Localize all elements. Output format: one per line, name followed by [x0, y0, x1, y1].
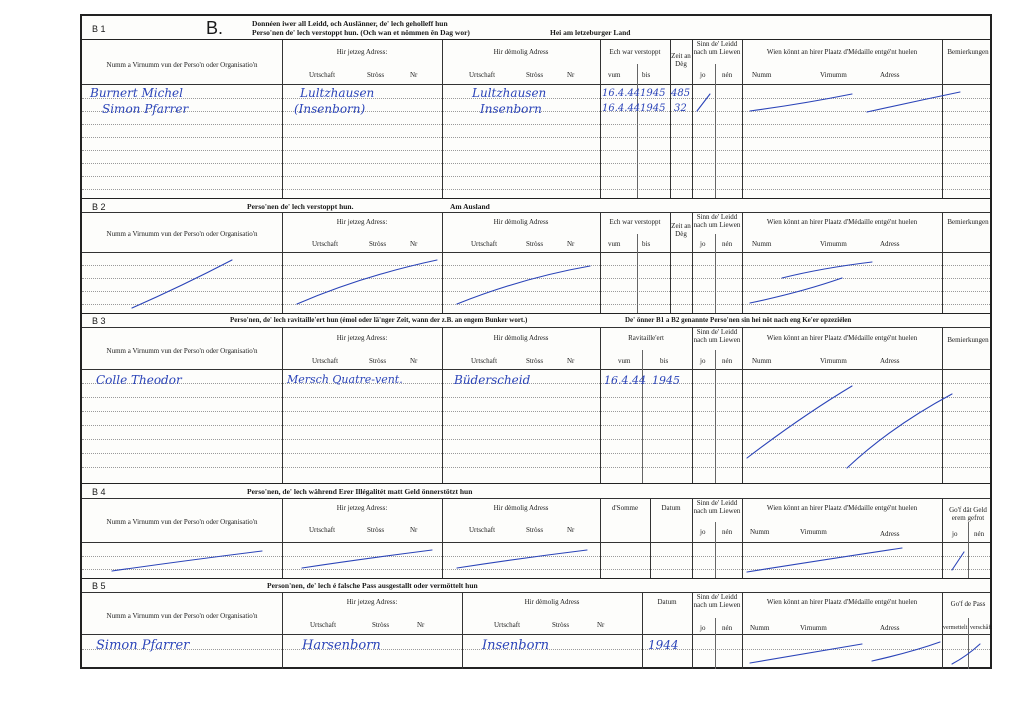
- header-stross: Stròss: [369, 240, 387, 248]
- header-stross: Stròss: [367, 526, 385, 534]
- strike-stroke: [952, 644, 980, 664]
- header-numm: Numm: [750, 528, 770, 536]
- header-adress: Adress: [880, 357, 900, 365]
- header-datum: Datum: [657, 598, 677, 606]
- section-title: Perso'nen, de' lech ravitaille'ert hun (émol oder lä'nger Zeit, wann der z.B. an engem Bunker wort.): [230, 316, 528, 324]
- header-virnumm: Virnumm: [800, 624, 827, 632]
- section-title-right: Hei am letzeburger Land: [550, 28, 631, 37]
- strike-stroke: [782, 262, 872, 278]
- header-stross: Stròss: [526, 240, 544, 248]
- entry-town-then: Lultzhausen: [472, 86, 547, 100]
- header-name: Numm a Virnumm vun der Perso'n oder Organisatio'n: [106, 347, 258, 355]
- entry-days: 32: [674, 103, 687, 114]
- header-stross: Stròss: [526, 71, 544, 79]
- header-nr: Nr: [410, 526, 418, 534]
- header-address-then: Hir dèmolig Adress: [493, 504, 549, 512]
- header-vermettelt: vermettelt: [943, 625, 968, 631]
- header-jo: jo: [700, 357, 706, 365]
- header-stross: Stròss: [367, 71, 385, 79]
- form-letter: B.: [206, 18, 224, 38]
- strike-stroke: [952, 552, 964, 570]
- resistance-form-sheet: [80, 14, 992, 669]
- header-address-now: Hir jetzeg Adress:: [336, 504, 388, 512]
- header-sinn: Sinn de' Leidd nach um Liewen: [693, 213, 741, 229]
- header-nen: nén: [722, 357, 733, 365]
- entry-days: 485: [671, 88, 691, 99]
- strike-stroke: [132, 260, 232, 308]
- strike-stroke: [112, 551, 262, 571]
- header-stross: Stròss: [372, 621, 390, 629]
- header-nr: Nr: [417, 621, 425, 629]
- strike-stroke: [867, 92, 960, 112]
- header-hidden: Ech war verstoppt: [609, 218, 661, 226]
- entry-from: 16.4.44: [604, 374, 646, 387]
- strike-stroke: [457, 266, 590, 304]
- header-geld-nen: nén: [974, 530, 985, 538]
- header-zeit: Zeit an Dèg: [671, 52, 691, 68]
- header-ortschaft: Urtschaft: [471, 357, 498, 365]
- header-jo: jo: [700, 240, 706, 248]
- header-medaille: Wien könnt an hirer Plaatz d'Médaille entgé'nt huelen: [766, 218, 918, 226]
- header-medaille: Wien könnt an hirer Plaatz d'Médaille entgé'nt huelen: [766, 598, 918, 606]
- header-virnumm: Virnumm: [820, 357, 847, 365]
- header-jo: jo: [700, 624, 706, 632]
- entry-town-then: Büderscheid: [454, 373, 531, 387]
- header-address-then: Hir dèmolig Adress: [493, 48, 549, 56]
- header-virnumm: Virnumm: [820, 71, 847, 79]
- header-name: Numm a Virnumm vun der Perso'n oder Organisatio'n: [106, 230, 258, 238]
- section-id: B 3: [92, 316, 106, 326]
- header-nr: Nr: [567, 240, 575, 248]
- section-title: Perso'nen de' lech verstoppt hun.: [247, 202, 354, 211]
- header-verschaft: verschâft: [970, 625, 992, 631]
- header-ortschaft: Urtschaft: [309, 526, 336, 534]
- header-medaille: Wien könnt an hirer Plaatz d'Médaille entgé'nt huelen: [766, 334, 918, 342]
- header-nr: Nr: [410, 357, 418, 365]
- entry-town-then: Insenborn: [482, 638, 549, 653]
- header-nr: Nr: [597, 621, 605, 629]
- entry-name: Simon Pfarrer: [96, 638, 190, 653]
- header-nr: Nr: [567, 526, 575, 534]
- header-nr: Nr: [410, 71, 418, 79]
- header-nr: Nr: [567, 71, 575, 79]
- header-name: Numm a Virnumm vun der Perso'n oder Organisatio'n: [106, 61, 258, 69]
- header-geld-jo: jo: [952, 530, 958, 538]
- header-zeit: Zeit an Dèg: [671, 222, 691, 238]
- header-stross: Stròss: [552, 621, 570, 629]
- header-nen: nén: [722, 624, 733, 632]
- section-id: B 5: [92, 581, 106, 591]
- section-title-right: De' önner B1 a B2 genannte Perso'nen sin hei nöt nach eng Ke'er opzeziélen: [625, 316, 852, 324]
- header-name: Numm a Virnumm vun der Perso'n oder Organisatio'n: [106, 518, 258, 526]
- header-bis: bis: [642, 71, 651, 79]
- header-adress: Adress: [880, 624, 900, 632]
- header-ortschaft: Urtschaft: [469, 71, 496, 79]
- header-vum: vum: [608, 240, 621, 248]
- strike-stroke: [297, 260, 437, 304]
- header-ortschaft: Urtschaft: [312, 357, 339, 365]
- header-medaille: Wien könnt an hirer Plaatz d'Médaille entgé'nt huelen: [766, 48, 918, 56]
- header-numm: Numm: [752, 240, 772, 248]
- header-address-now: Hir jetzeg Adress:: [336, 334, 388, 342]
- section-title-right: Am Ausland: [450, 202, 490, 211]
- entry-date: 1944: [648, 638, 679, 652]
- section-title: Perso'nen, de' lech während Erer Illégalitét matt Geld önnerstötzt hun: [247, 487, 473, 496]
- entry-town-now: Lultzhausen: [300, 86, 375, 100]
- header-numm: Numm: [750, 624, 770, 632]
- header-ravitaillert: Ravitaille'ert: [628, 334, 664, 342]
- header-nen: nén: [722, 240, 733, 248]
- strike-stroke: [750, 94, 852, 111]
- header-address-then: Hir dèmolig Adress: [524, 598, 580, 606]
- header-datum: Datum: [661, 504, 681, 512]
- header-adress: Adress: [880, 240, 900, 248]
- entry-town-now: Harsenborn: [302, 638, 381, 653]
- header-hidden: Ech war verstoppt: [609, 48, 661, 56]
- strike-stroke: [747, 548, 902, 572]
- header-stross: Stròss: [526, 357, 544, 365]
- header-bis: bis: [660, 357, 669, 365]
- header-geld-gefrot: Go'f dät Geld erem gefrot: [949, 506, 987, 522]
- header-address-now: Hir jetzeg Adress:: [346, 598, 398, 606]
- header-jo: jo: [700, 528, 706, 536]
- strike-stroke: [750, 278, 842, 303]
- header-address-then: Hir dèmolig Adress: [493, 218, 549, 226]
- header-nr: Nr: [410, 240, 418, 248]
- section-id: B 1: [92, 24, 106, 34]
- header-ortschaft: Urtschaft: [309, 71, 336, 79]
- entry-town-now: Mersch Quatre-vent.: [287, 373, 403, 386]
- header-vum: vum: [608, 71, 621, 79]
- header-vum: vum: [618, 357, 631, 365]
- entry-name: Simon Pfarrer: [102, 102, 189, 116]
- section-title: Person'nen, de' lech é falsche Pass ausgestallt oder vermöttelt hun: [267, 581, 478, 590]
- entry-name: Colle Theodor: [96, 373, 182, 387]
- header-bemierkungen: Bemierkungen: [947, 218, 989, 226]
- header-nen: nén: [722, 71, 733, 79]
- header-sinn: Sinn de' Leidd nach um Liewen: [693, 499, 741, 515]
- header-address-then: Hir dèmolig Adress: [493, 334, 549, 342]
- header-somme: d'Somme: [611, 504, 639, 512]
- entry-to: 1945: [652, 374, 680, 387]
- header-medaille: Wien könnt an hirer Plaatz d'Médaille entgé'nt huelen: [766, 504, 918, 512]
- header-numm: Numm: [752, 357, 772, 365]
- strike-stroke: [750, 644, 862, 663]
- entry-from: 16.4.44: [602, 103, 641, 114]
- header-sinn: Sinn de' Leidd nach um Liewen: [693, 593, 741, 609]
- strike-stroke: [697, 94, 710, 111]
- strike-stroke: [872, 642, 940, 661]
- strike-stroke: [457, 550, 587, 568]
- entry-town-now: (Insenborn): [294, 102, 366, 116]
- header-ortschaft: Urtschaft: [494, 621, 521, 629]
- header-nr: Nr: [567, 357, 575, 365]
- strike-stroke: [302, 550, 432, 568]
- header-bis: bis: [642, 240, 651, 248]
- header-address-now: Hir jetzeg Adress:: [336, 48, 388, 56]
- strike-out-strokes: [82, 16, 994, 671]
- header-stross: Stròss: [369, 357, 387, 365]
- entry-to: 1945: [640, 88, 666, 99]
- section-title: Donnéen iwer all Leidd, och Auslänner, de' lech geholleff hun: [252, 19, 448, 28]
- strike-stroke: [747, 386, 852, 458]
- entry-town-then: Insenborn: [480, 102, 542, 116]
- header-jo: jo: [700, 71, 706, 79]
- header-bemierkungen: Bemierkungen: [947, 336, 989, 344]
- header-bemierkungen: Bemierkungen: [947, 48, 989, 56]
- section-id: B 2: [92, 202, 106, 212]
- entry-to: 1945: [640, 103, 666, 114]
- header-address-now: Hir jetzeg Adress:: [336, 218, 388, 226]
- header-sinn: Sinn de' Leidd nach um Liewen: [693, 328, 741, 344]
- header-nen: nén: [722, 528, 733, 536]
- header-ortschaft: Urtschaft: [471, 240, 498, 248]
- entry-from: 16.4.44: [602, 88, 641, 99]
- entry-name: Burnert Michel: [90, 86, 183, 100]
- header-ortschaft: Urtschaft: [469, 526, 496, 534]
- header-stross: Stròss: [526, 526, 544, 534]
- section-subtitle: Perso'nen de' lech verstoppt hun. (Och wan et nömmen ên Dag wor): [252, 28, 470, 37]
- header-name: Numm a Virnumm vun der Perso'n oder Organisatio'n: [106, 612, 258, 620]
- header-adress: Adress: [880, 71, 900, 79]
- header-pass: Go'f de Pass: [950, 600, 986, 608]
- header-virnumm: Virnumm: [800, 528, 827, 536]
- header-ortschaft: Urtschaft: [310, 621, 337, 629]
- section-id: B 4: [92, 487, 106, 497]
- header-numm: Numm: [752, 71, 772, 79]
- header-ortschaft: Urtschaft: [312, 240, 339, 248]
- header-adress: Adress: [880, 530, 900, 538]
- header-virnumm: Virnumm: [820, 240, 847, 248]
- header-sinn: Sinn de' Leidd nach um Liewen: [693, 40, 741, 56]
- strike-stroke: [847, 394, 952, 468]
